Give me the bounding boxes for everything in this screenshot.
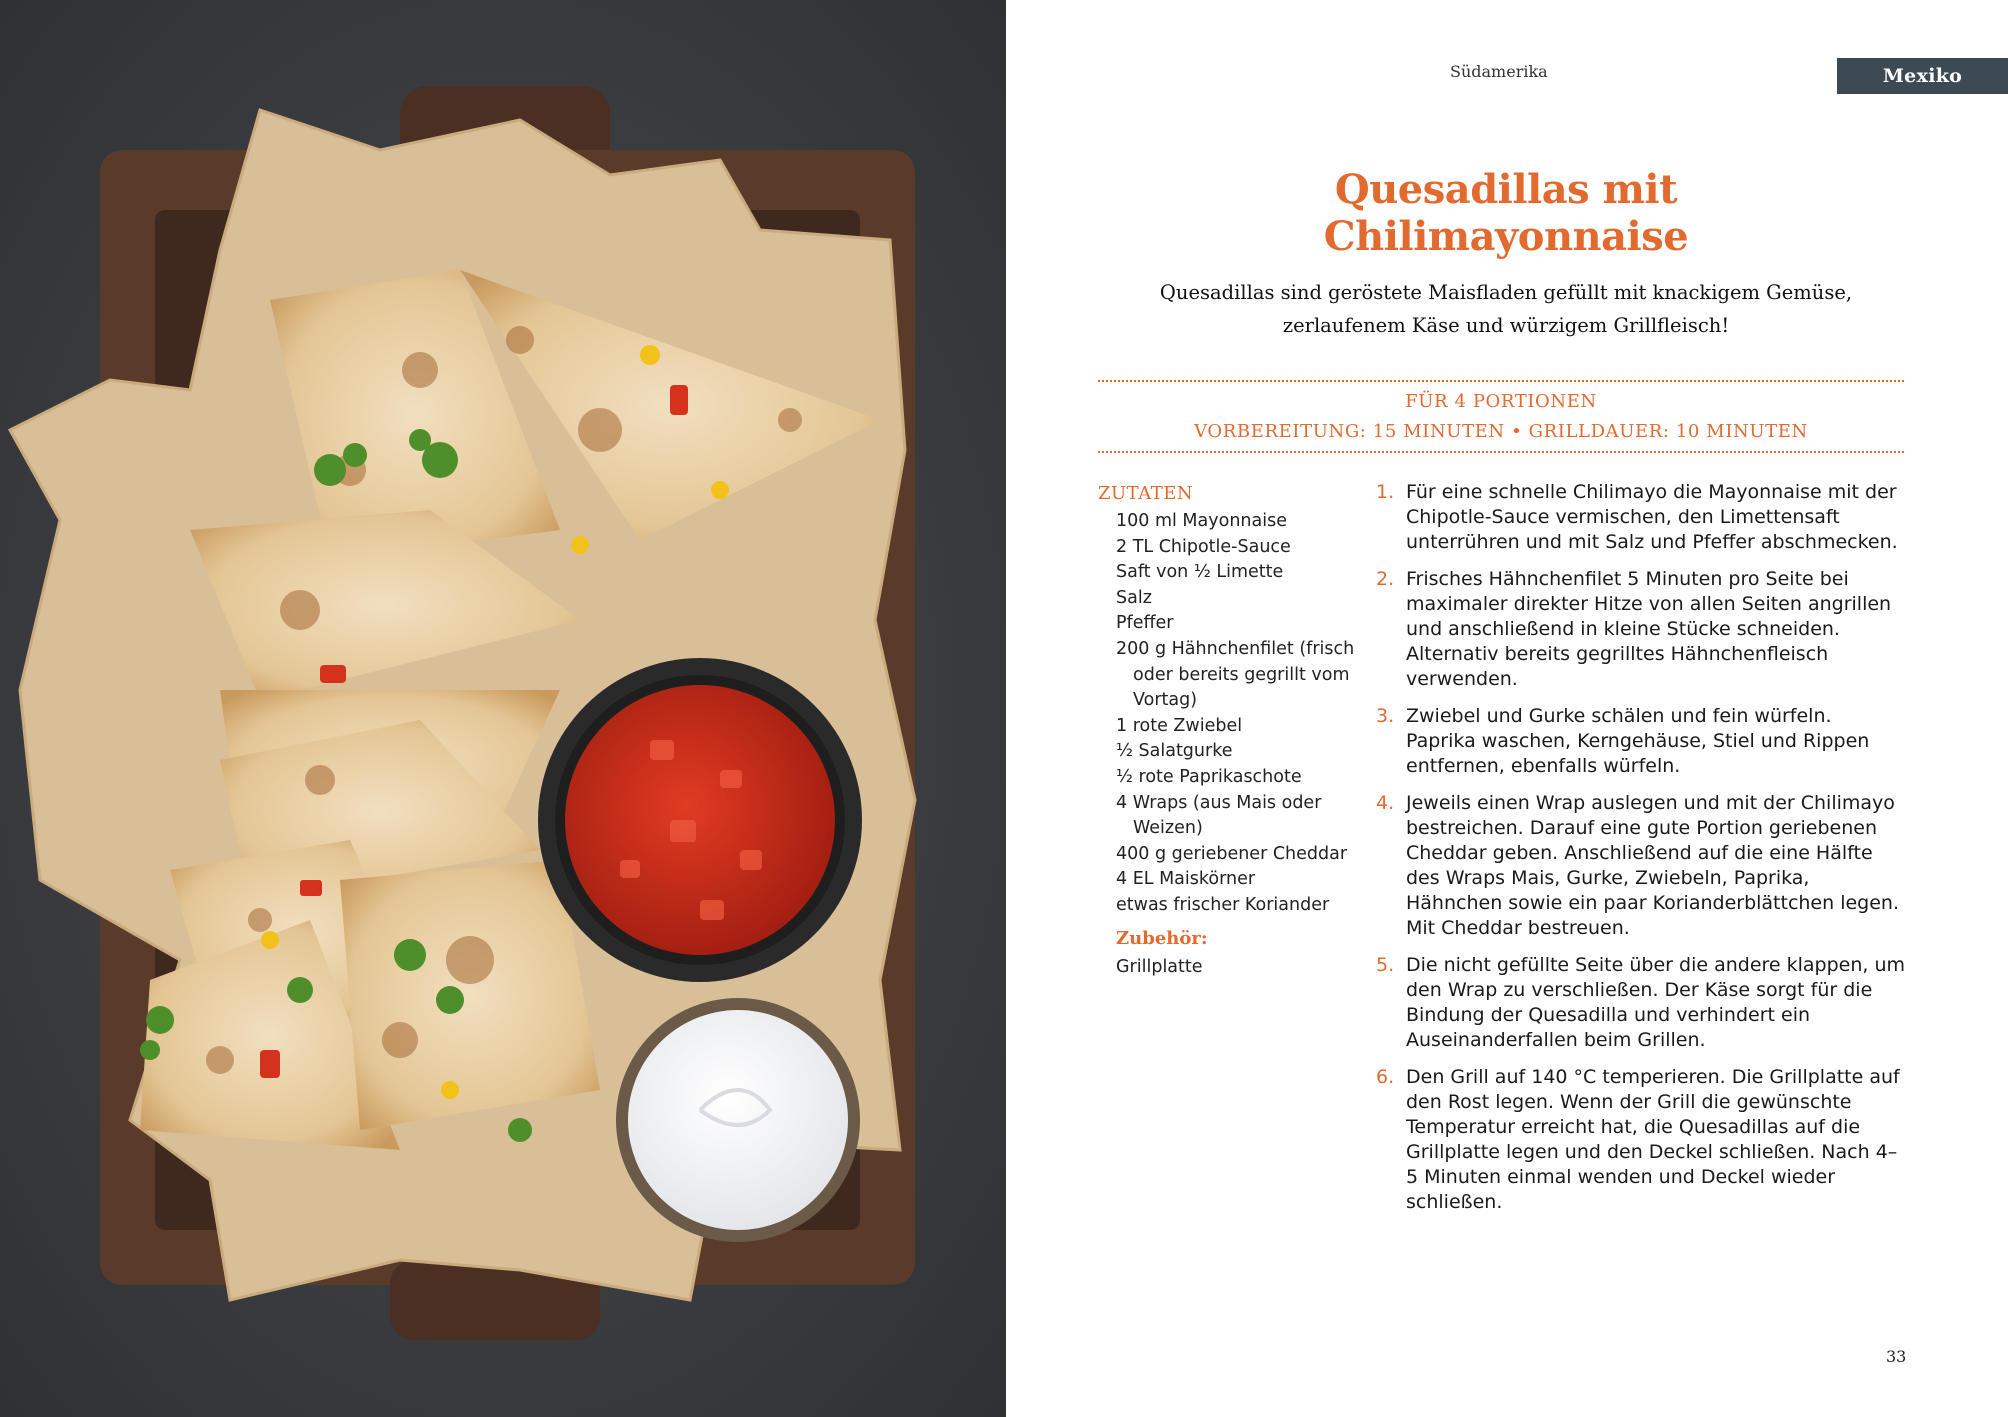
country-tab: Mexiko — [1837, 58, 2008, 94]
times-label: VORBEREITUNG: 15 MINUTEN • GRILLDAUER: 10 MINUTEN — [1194, 421, 1808, 442]
step-item — [1376, 791, 1906, 941]
step-text: Die nicht gefüllte Seite über die andere klappen, um den Wrap zu verschließen. Der Käse sorgt für die Bindung der Quesadilla und verhindert ein Auseinanderfallen beim Grillen. — [1406, 954, 1906, 1051]
recipe-page — [1006, 0, 2008, 1417]
intro-line-2: zerlaufenem Käse und würzigem Grillfleisch! — [1282, 314, 1730, 337]
ingredients-heading: ZUTATEN — [1098, 483, 1194, 504]
ingredients-list — [1116, 509, 1366, 919]
ingredient-item: Salz — [1116, 587, 1152, 608]
instruction-steps — [1376, 480, 1906, 1227]
sour-cream-bowl — [616, 998, 860, 1242]
step-item — [1376, 567, 1906, 692]
step-item — [1376, 704, 1906, 779]
step-number: 5. — [1376, 954, 1395, 976]
recipe-title: Quesadillas mit Chilimayonnaise — [1323, 166, 1689, 260]
step-item — [1376, 953, 1906, 1053]
step-item — [1376, 1065, 1906, 1215]
ingredient-item: 100 ml Mayonnaise — [1116, 511, 1287, 531]
ingredient-item: 1 rote Zwiebel — [1116, 715, 1243, 736]
portions-label: FÜR 4 PORTIONEN — [1405, 391, 1597, 412]
salsa-bowl — [538, 658, 862, 982]
step-text: Frisches Hähnchenfilet 5 Minuten pro Seite bei maximaler direkter Hitze von allen Seiten angrillen und anschließend in kleine Stücke schneiden. Alternativ bereits gegrilltes Hähnchenfleisch verwenden. — [1406, 568, 1892, 690]
step-text: Für eine schnelle Chilimayo die Mayonnaise mit der Chipotle-Sauce vermischen, den Limettensaft unterrühren und mit Salz und Pfeffer abschmecken. — [1406, 481, 1898, 553]
dotted-divider-bottom — [1098, 451, 1904, 453]
accessory-item: Grillplatte — [1116, 957, 1203, 977]
step-number: 4. — [1376, 792, 1395, 814]
page-number: 33 — [1886, 1347, 1907, 1366]
step-item — [1376, 480, 1906, 555]
ingredient-item: 4 Wraps (aus Mais oder Weizen) — [1116, 792, 1322, 839]
step-number: 1. — [1376, 481, 1395, 503]
step-text: Den Grill auf 140 °C temperieren. Die Grillplatte auf den Rost legen. Wenn der Grill die gewünschte Temperatur erreicht hat, die Quesadillas auf die Grillplatte legen und den Deckel schließen. Nach 4–5 Minuten einmal wenden und Deckel wieder schließen. — [1406, 1066, 1900, 1213]
dotted-divider-top — [1098, 380, 1904, 382]
ingredient-item: 2 TL Chipotle-Sauce — [1116, 536, 1291, 557]
step-number: 2. — [1376, 568, 1395, 590]
ingredient-item: Saft von ½ Limette — [1116, 562, 1284, 583]
ingredient-item: 400 g geriebener Cheddar — [1116, 843, 1348, 864]
ingredient-item: 4 EL Maiskörner — [1116, 869, 1256, 890]
intro-line-1: Quesadillas sind geröstete Maisfladen gefüllt mit knackigem Gemüse, — [1159, 281, 1853, 304]
region-label: Südamerika — [1450, 62, 1548, 81]
recipe-intro — [1126, 276, 1886, 342]
step-number: 3. — [1376, 705, 1395, 727]
ingredient-item: 200 g Hähnchenfilet (frisch oder bereits gegrillt vom Vortag) — [1116, 638, 1355, 711]
step-text: Zwiebel und Gurke schälen und fein würfeln. Paprika waschen, Kerngehäuse, Stiel und Rippen entfernen, ebenfalls würfeln. — [1406, 705, 1870, 777]
ingredient-item: ½ Salatgurke — [1116, 741, 1233, 762]
ingredient-item: ½ rote Paprikaschote — [1116, 766, 1302, 787]
ingredient-item: etwas frischer Koriander — [1116, 894, 1330, 915]
ingredient-item: Pfeffer — [1116, 613, 1174, 634]
step-number: 6. — [1376, 1066, 1395, 1088]
accessories-heading: Zubehör: — [1116, 928, 1208, 949]
step-text: Jeweils einen Wrap auslegen und mit der Chilimayo bestreichen. Darauf eine gute Portion geriebenen Cheddar geben. Anschließend auf die eine Hälfte des Wraps Mais, Gurke, Zwiebeln, Paprika, Hähnchen sowie ein paar Korianderblättchen legen. Mit Cheddar bestreuen. — [1406, 792, 1900, 939]
